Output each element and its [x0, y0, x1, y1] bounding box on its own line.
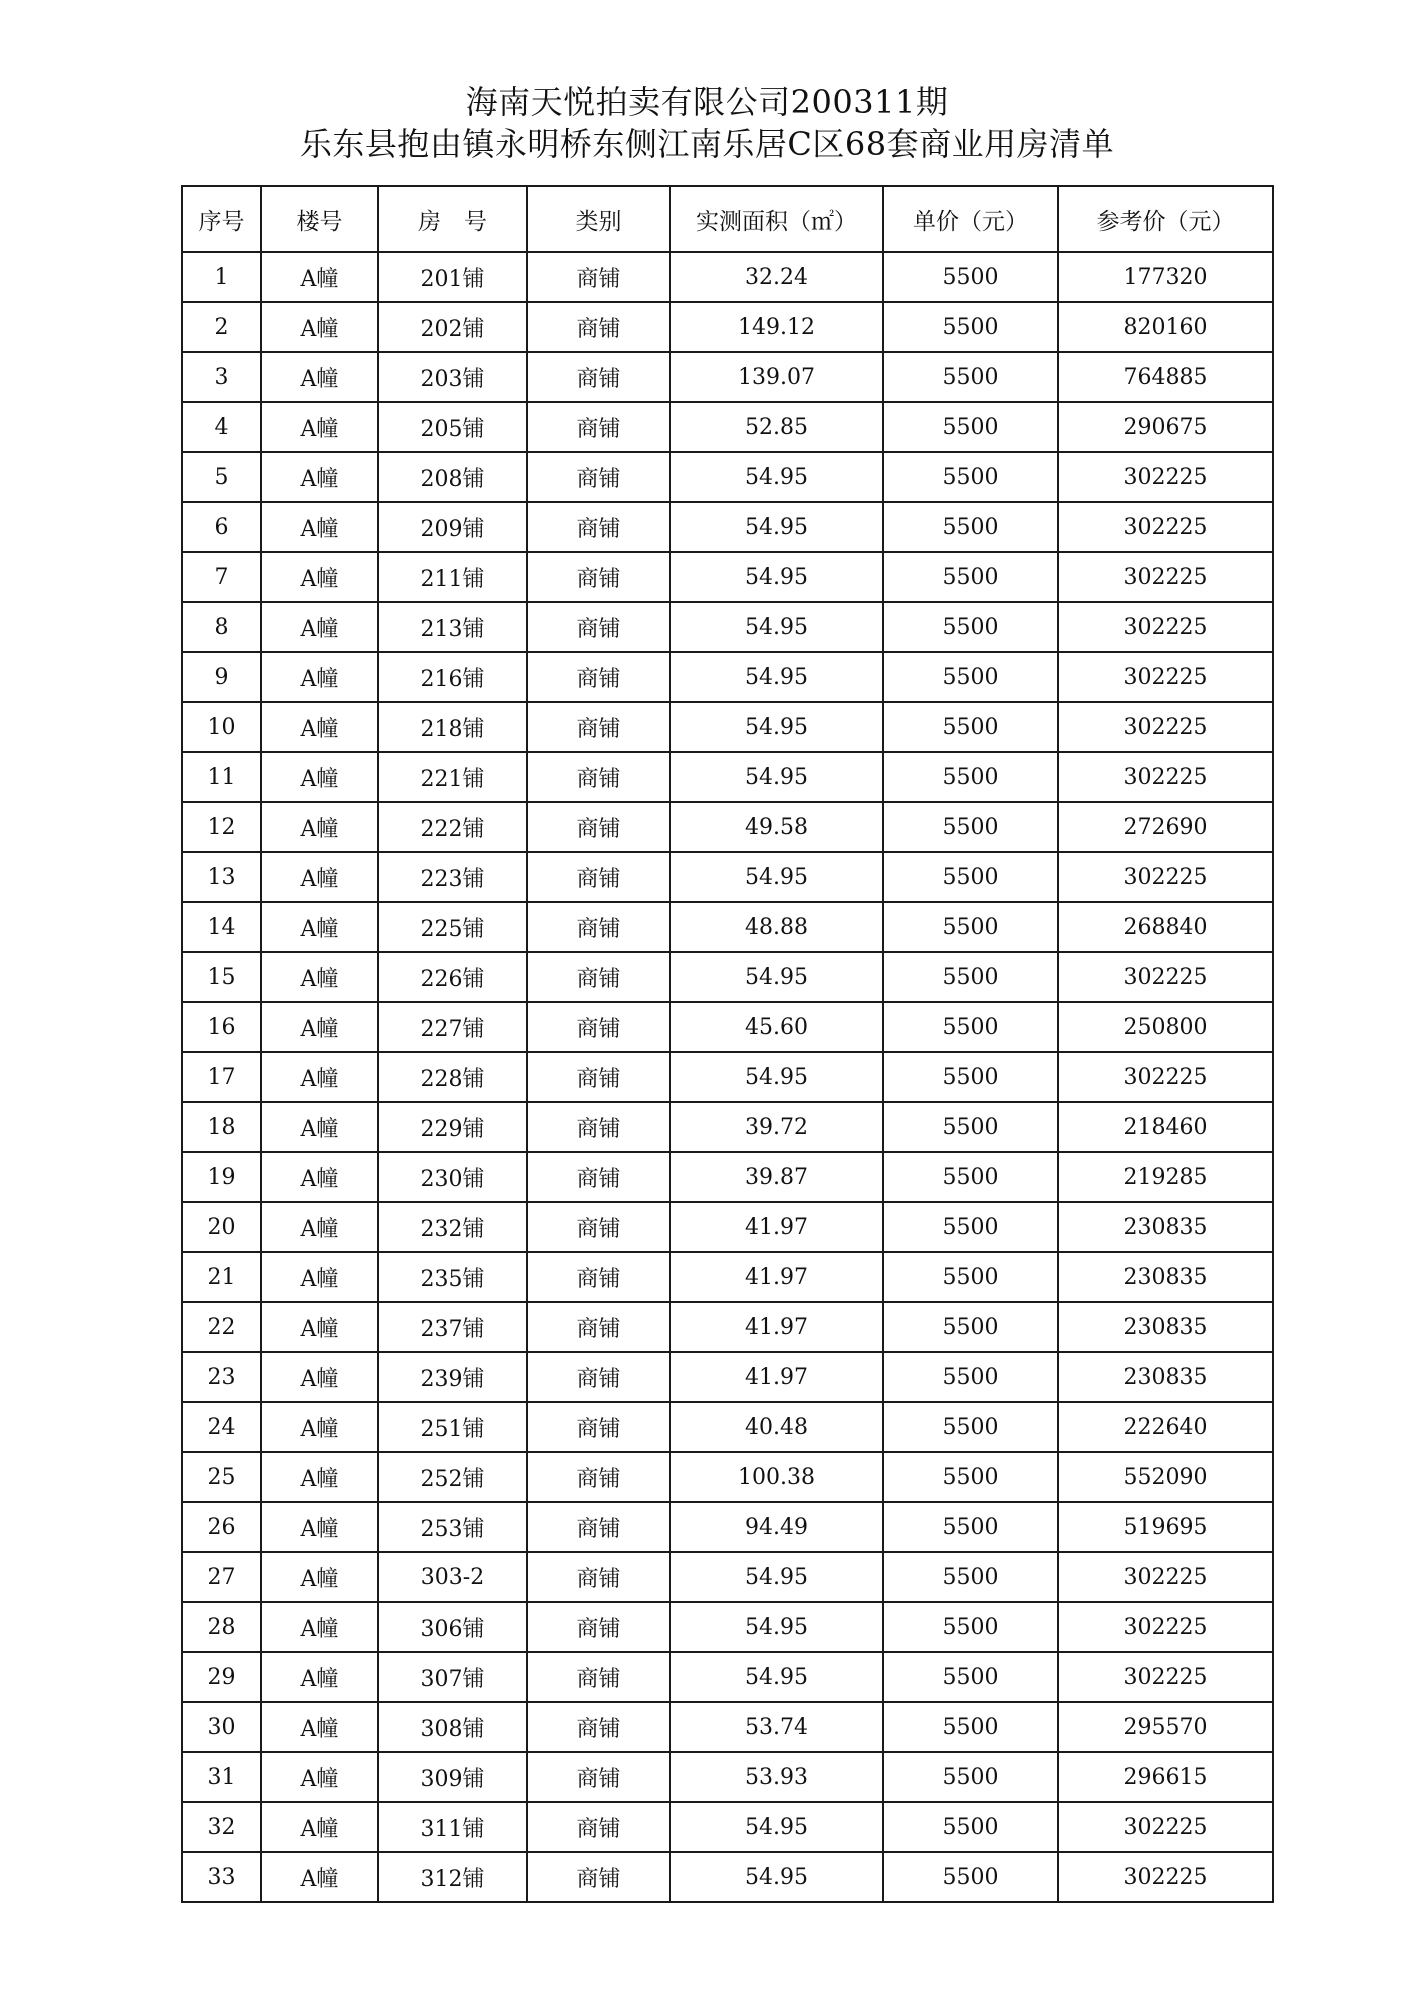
reference-price-cell: 295570 — [1058, 1702, 1273, 1752]
unit-price-cell: 5500 — [883, 902, 1058, 952]
category-cell: 商铺 — [527, 1752, 670, 1802]
measured-area-cell: 54.95 — [670, 852, 883, 902]
reference-price-cell: 552090 — [1058, 1452, 1273, 1502]
reference-price-cell: 219285 — [1058, 1152, 1273, 1202]
category-cell: 商铺 — [527, 1202, 670, 1252]
unit-price-cell: 5500 — [883, 502, 1058, 552]
category-cell: 商铺 — [527, 702, 670, 752]
reference-price-cell: 272690 — [1058, 802, 1273, 852]
category-cell: 商铺 — [527, 752, 670, 802]
unit-price-cell: 5500 — [883, 752, 1058, 802]
category-cell: 商铺 — [527, 502, 670, 552]
building-cell: A幢 — [261, 902, 378, 952]
room-no-cell: 303-2 — [378, 1552, 527, 1602]
building-cell: A幢 — [261, 952, 378, 1002]
building-cell: A幢 — [261, 1702, 378, 1752]
category-cell: 商铺 — [527, 1702, 670, 1752]
document-subtitle: 乐东县抱由镇永明桥东侧江南乐居C区68套商业用房清单 — [299, 125, 1115, 163]
seq-no-cell: 26 — [182, 1502, 261, 1552]
table-row — [182, 352, 1273, 402]
unit-price-cell: 5500 — [883, 452, 1058, 502]
unit-price-cell: 5500 — [883, 852, 1058, 902]
reference-price-cell: 302225 — [1058, 1802, 1273, 1852]
unit-price-cell: 5500 — [883, 1752, 1058, 1802]
reference-price-cell: 230835 — [1058, 1252, 1273, 1302]
room-no-cell: 311铺 — [378, 1802, 527, 1852]
unit-price-cell: 5500 — [883, 1002, 1058, 1052]
category-cell: 商铺 — [527, 1502, 670, 1552]
measured-area-cell: 54.95 — [670, 1652, 883, 1702]
room-no-cell: 205铺 — [378, 402, 527, 452]
unit-price-cell: 5500 — [883, 652, 1058, 702]
category-cell: 商铺 — [527, 952, 670, 1002]
reference-price-cell: 302225 — [1058, 1602, 1273, 1652]
header-row — [182, 186, 1273, 252]
reference-price-cell: 218460 — [1058, 1102, 1273, 1152]
reference-price-cell: 250800 — [1058, 1002, 1273, 1052]
building-cell: A幢 — [261, 1602, 378, 1652]
table-row — [182, 1002, 1273, 1052]
seq-no-cell: 25 — [182, 1452, 261, 1502]
building-cell: A幢 — [261, 1552, 378, 1602]
measured-area-cell: 45.60 — [670, 1002, 883, 1052]
seq-no-cell: 10 — [182, 702, 261, 752]
building-cell: A幢 — [261, 1152, 378, 1202]
seq-no-cell: 22 — [182, 1302, 261, 1352]
measured-area-cell: 54.95 — [670, 452, 883, 502]
measured-area-cell: 32.24 — [670, 252, 883, 302]
measured-area-cell: 49.58 — [670, 802, 883, 852]
seq-no-cell: 12 — [182, 802, 261, 852]
table-row — [182, 1802, 1273, 1852]
seq-no-cell: 18 — [182, 1102, 261, 1152]
measured-area-cell: 54.95 — [670, 1852, 883, 1902]
table-row — [182, 1302, 1273, 1352]
table-row — [182, 1352, 1273, 1402]
table-row — [182, 1602, 1273, 1652]
reference-price-cell: 519695 — [1058, 1502, 1273, 1552]
room-no-cell: 202铺 — [378, 302, 527, 352]
room-no-cell: 308铺 — [378, 1702, 527, 1752]
measured-area-cell: 54.95 — [670, 1602, 883, 1652]
seq-no-cell: 33 — [182, 1852, 261, 1902]
unit-price-cell: 5500 — [883, 1352, 1058, 1402]
unit-price-cell: 5500 — [883, 1552, 1058, 1602]
room-no-cell: 309铺 — [378, 1752, 527, 1802]
table-row — [182, 802, 1273, 852]
table-row — [182, 1552, 1273, 1602]
table-row — [182, 602, 1273, 652]
measured-area-cell: 54.95 — [670, 952, 883, 1002]
unit-price-cell: 5500 — [883, 252, 1058, 302]
reference-price-cell: 302225 — [1058, 752, 1273, 802]
building-cell: A幢 — [261, 1202, 378, 1252]
measured-area-cell: 41.97 — [670, 1302, 883, 1352]
unit-price-cell: 5500 — [883, 1252, 1058, 1302]
seq-no-cell: 20 — [182, 1202, 261, 1252]
table-row — [182, 852, 1273, 902]
reference-price-cell: 302225 — [1058, 1052, 1273, 1102]
seq-no-cell: 11 — [182, 752, 261, 802]
measured-area-cell: 52.85 — [670, 402, 883, 452]
unit-price-cell: 5500 — [883, 352, 1058, 402]
unit-price-cell: 5500 — [883, 1852, 1058, 1902]
building-cell: A幢 — [261, 1652, 378, 1702]
building-cell: A幢 — [261, 402, 378, 452]
room-no-cell: 203铺 — [378, 352, 527, 402]
room-no-cell: 237铺 — [378, 1302, 527, 1352]
table-row — [182, 402, 1273, 452]
room-no-cell: 239铺 — [378, 1352, 527, 1402]
category-cell: 商铺 — [527, 402, 670, 452]
category-cell: 商铺 — [527, 1252, 670, 1302]
seq-no-cell: 28 — [182, 1602, 261, 1652]
room-no-cell: 227铺 — [378, 1002, 527, 1052]
unit-price-cell: 5500 — [883, 1052, 1058, 1102]
category-cell: 商铺 — [527, 352, 670, 402]
measured-area-cell: 41.97 — [670, 1352, 883, 1402]
building-cell: A幢 — [261, 1802, 378, 1852]
measured-area-cell: 41.97 — [670, 1202, 883, 1252]
property-listing-table — [181, 185, 1274, 1903]
category-cell: 商铺 — [527, 1402, 670, 1452]
unit-price-cell: 5500 — [883, 602, 1058, 652]
seq-no-cell: 14 — [182, 902, 261, 952]
category-cell: 商铺 — [527, 1052, 670, 1102]
building-cell: A幢 — [261, 502, 378, 552]
reference-price-cell: 302225 — [1058, 702, 1273, 752]
unit-price-cell: 5500 — [883, 1152, 1058, 1202]
header-reference-price: 参考价（元） — [1058, 186, 1273, 252]
reference-price-cell: 177320 — [1058, 252, 1273, 302]
building-cell: A幢 — [261, 252, 378, 302]
building-cell: A幢 — [261, 602, 378, 652]
building-cell: A幢 — [261, 1302, 378, 1352]
seq-no-cell: 3 — [182, 352, 261, 402]
table-row — [182, 652, 1273, 702]
seq-no-cell: 27 — [182, 1552, 261, 1602]
room-no-cell: 251铺 — [378, 1402, 527, 1452]
seq-no-cell: 2 — [182, 302, 261, 352]
room-no-cell: 218铺 — [378, 702, 527, 752]
seq-no-cell: 6 — [182, 502, 261, 552]
measured-area-cell: 54.95 — [670, 602, 883, 652]
unit-price-cell: 5500 — [883, 1452, 1058, 1502]
table-row — [182, 1502, 1273, 1552]
table-row — [182, 1652, 1273, 1702]
table-row — [182, 902, 1273, 952]
measured-area-cell: 54.95 — [670, 702, 883, 752]
measured-area-cell: 53.74 — [670, 1702, 883, 1752]
room-no-cell: 228铺 — [378, 1052, 527, 1102]
measured-area-cell: 54.95 — [670, 752, 883, 802]
table-header — [182, 186, 1273, 252]
seq-no-cell: 13 — [182, 852, 261, 902]
table-row — [182, 1452, 1273, 1502]
room-no-cell: 209铺 — [378, 502, 527, 552]
measured-area-cell: 94.49 — [670, 1502, 883, 1552]
category-cell: 商铺 — [527, 452, 670, 502]
measured-area-cell: 54.95 — [670, 1552, 883, 1602]
measured-area-cell: 54.95 — [670, 1802, 883, 1852]
measured-area-cell: 139.07 — [670, 352, 883, 402]
unit-price-cell: 5500 — [883, 302, 1058, 352]
seq-no-cell: 29 — [182, 1652, 261, 1702]
room-no-cell: 222铺 — [378, 802, 527, 852]
reference-price-cell: 302225 — [1058, 1652, 1273, 1702]
unit-price-cell: 5500 — [883, 1102, 1058, 1152]
seq-no-cell: 30 — [182, 1702, 261, 1752]
reference-price-cell: 302225 — [1058, 652, 1273, 702]
room-no-cell: 306铺 — [378, 1602, 527, 1652]
category-cell: 商铺 — [527, 1152, 670, 1202]
document-title: 海南天悦拍卖有限公司200311期 — [465, 83, 949, 121]
seq-no-cell: 16 — [182, 1002, 261, 1052]
unit-price-cell: 5500 — [883, 1802, 1058, 1852]
measured-area-cell: 39.87 — [670, 1152, 883, 1202]
category-cell: 商铺 — [527, 652, 670, 702]
seq-no-cell: 32 — [182, 1802, 261, 1852]
reference-price-cell: 820160 — [1058, 302, 1273, 352]
unit-price-cell: 5500 — [883, 1302, 1058, 1352]
table-row — [182, 302, 1273, 352]
measured-area-cell: 54.95 — [670, 502, 883, 552]
category-cell: 商铺 — [527, 252, 670, 302]
reference-price-cell: 302225 — [1058, 552, 1273, 602]
reference-price-cell: 302225 — [1058, 502, 1273, 552]
room-no-cell: 213铺 — [378, 602, 527, 652]
category-cell: 商铺 — [527, 802, 670, 852]
unit-price-cell: 5500 — [883, 1602, 1058, 1652]
room-no-cell: 221铺 — [378, 752, 527, 802]
room-no-cell: 201铺 — [378, 252, 527, 302]
table-row — [182, 452, 1273, 502]
measured-area-cell: 40.48 — [670, 1402, 883, 1452]
reference-price-cell: 296615 — [1058, 1752, 1273, 1802]
building-cell: A幢 — [261, 1002, 378, 1052]
room-no-cell: 307铺 — [378, 1652, 527, 1702]
category-cell: 商铺 — [527, 1452, 670, 1502]
header-building: 楼号 — [261, 186, 378, 252]
reference-price-cell: 302225 — [1058, 452, 1273, 502]
seq-no-cell: 17 — [182, 1052, 261, 1102]
header-unit-price: 单价（元） — [883, 186, 1058, 252]
table-row — [182, 1102, 1273, 1152]
unit-price-cell: 5500 — [883, 1402, 1058, 1452]
table-row — [182, 1702, 1273, 1752]
building-cell: A幢 — [261, 1252, 378, 1302]
building-cell: A幢 — [261, 852, 378, 902]
measured-area-cell: 53.93 — [670, 1752, 883, 1802]
table-row — [182, 502, 1273, 552]
room-no-cell: 226铺 — [378, 952, 527, 1002]
category-cell: 商铺 — [527, 552, 670, 602]
reference-price-cell: 302225 — [1058, 952, 1273, 1002]
room-no-cell: 312铺 — [378, 1852, 527, 1902]
building-cell: A幢 — [261, 1852, 378, 1902]
header-room-no: 房 号 — [378, 186, 527, 252]
reference-price-cell: 230835 — [1058, 1202, 1273, 1252]
building-cell: A幢 — [261, 752, 378, 802]
room-no-cell: 225铺 — [378, 902, 527, 952]
building-cell: A幢 — [261, 452, 378, 502]
reference-price-cell: 222640 — [1058, 1402, 1273, 1452]
unit-price-cell: 5500 — [883, 402, 1058, 452]
category-cell: 商铺 — [527, 302, 670, 352]
seq-no-cell: 9 — [182, 652, 261, 702]
unit-price-cell: 5500 — [883, 802, 1058, 852]
room-no-cell: 216铺 — [378, 652, 527, 702]
room-no-cell: 253铺 — [378, 1502, 527, 1552]
reference-price-cell: 302225 — [1058, 602, 1273, 652]
room-no-cell: 229铺 — [378, 1102, 527, 1152]
building-cell: A幢 — [261, 552, 378, 602]
building-cell: A幢 — [261, 1352, 378, 1402]
measured-area-cell: 54.95 — [670, 552, 883, 602]
category-cell: 商铺 — [527, 1802, 670, 1852]
room-no-cell: 208铺 — [378, 452, 527, 502]
building-cell: A幢 — [261, 802, 378, 852]
unit-price-cell: 5500 — [883, 702, 1058, 752]
building-cell: A幢 — [261, 1452, 378, 1502]
seq-no-cell: 1 — [182, 252, 261, 302]
table-row — [182, 552, 1273, 602]
reference-price-cell: 230835 — [1058, 1302, 1273, 1352]
building-cell: A幢 — [261, 1102, 378, 1152]
table-row — [182, 1152, 1273, 1202]
seq-no-cell: 15 — [182, 952, 261, 1002]
reference-price-cell: 302225 — [1058, 852, 1273, 902]
unit-price-cell: 5500 — [883, 552, 1058, 602]
unit-price-cell: 5500 — [883, 1202, 1058, 1252]
seq-no-cell: 24 — [182, 1402, 261, 1452]
table-row — [182, 1052, 1273, 1102]
building-cell: A幢 — [261, 352, 378, 402]
measured-area-cell: 39.72 — [670, 1102, 883, 1152]
seq-no-cell: 8 — [182, 602, 261, 652]
category-cell: 商铺 — [527, 852, 670, 902]
unit-price-cell: 5500 — [883, 1652, 1058, 1702]
header-measured-area: 实测面积（㎡） — [670, 186, 883, 252]
unit-price-cell: 5500 — [883, 1502, 1058, 1552]
document-header — [0, 82, 1414, 164]
unit-price-cell: 5500 — [883, 1702, 1058, 1752]
room-no-cell: 223铺 — [378, 852, 527, 902]
building-cell: A幢 — [261, 1502, 378, 1552]
building-cell: A幢 — [261, 702, 378, 752]
building-cell: A幢 — [261, 1752, 378, 1802]
measured-area-cell: 149.12 — [670, 302, 883, 352]
category-cell: 商铺 — [527, 1852, 670, 1902]
category-cell: 商铺 — [527, 1552, 670, 1602]
reference-price-cell: 290675 — [1058, 402, 1273, 452]
seq-no-cell: 4 — [182, 402, 261, 452]
reference-price-cell: 302225 — [1058, 1552, 1273, 1602]
table-row — [182, 1852, 1273, 1902]
header-seq-no: 序号 — [182, 186, 261, 252]
table-row — [182, 252, 1273, 302]
room-no-cell: 252铺 — [378, 1452, 527, 1502]
category-cell: 商铺 — [527, 602, 670, 652]
building-cell: A幢 — [261, 1402, 378, 1452]
seq-no-cell: 7 — [182, 552, 261, 602]
category-cell: 商铺 — [527, 1102, 670, 1152]
category-cell: 商铺 — [527, 1302, 670, 1352]
building-cell: A幢 — [261, 302, 378, 352]
seq-no-cell: 5 — [182, 452, 261, 502]
table-row — [182, 1402, 1273, 1452]
category-cell: 商铺 — [527, 902, 670, 952]
unit-price-cell: 5500 — [883, 952, 1058, 1002]
table-row — [182, 702, 1273, 752]
reference-price-cell: 302225 — [1058, 1852, 1273, 1902]
measured-area-cell: 48.88 — [670, 902, 883, 952]
room-no-cell: 230铺 — [378, 1152, 527, 1202]
table-row — [182, 1752, 1273, 1802]
category-cell: 商铺 — [527, 1652, 670, 1702]
seq-no-cell: 31 — [182, 1752, 261, 1802]
reference-price-cell: 268840 — [1058, 902, 1273, 952]
room-no-cell: 235铺 — [378, 1252, 527, 1302]
category-cell: 商铺 — [527, 1602, 670, 1652]
building-cell: A幢 — [261, 1052, 378, 1102]
building-cell: A幢 — [261, 652, 378, 702]
measured-area-cell: 54.95 — [670, 652, 883, 702]
seq-no-cell: 23 — [182, 1352, 261, 1402]
header-category: 类别 — [527, 186, 670, 252]
room-no-cell: 232铺 — [378, 1202, 527, 1252]
reference-price-cell: 764885 — [1058, 352, 1273, 402]
measured-area-cell: 100.38 — [670, 1452, 883, 1502]
category-cell: 商铺 — [527, 1002, 670, 1052]
seq-no-cell: 21 — [182, 1252, 261, 1302]
reference-price-cell: 230835 — [1058, 1352, 1273, 1402]
table-body — [182, 252, 1273, 1902]
seq-no-cell: 19 — [182, 1152, 261, 1202]
table-row — [182, 952, 1273, 1002]
measured-area-cell: 54.95 — [670, 1052, 883, 1102]
table-row — [182, 1252, 1273, 1302]
room-no-cell: 211铺 — [378, 552, 527, 602]
measured-area-cell: 41.97 — [670, 1252, 883, 1302]
table-row — [182, 752, 1273, 802]
table-row — [182, 1202, 1273, 1252]
category-cell: 商铺 — [527, 1352, 670, 1402]
